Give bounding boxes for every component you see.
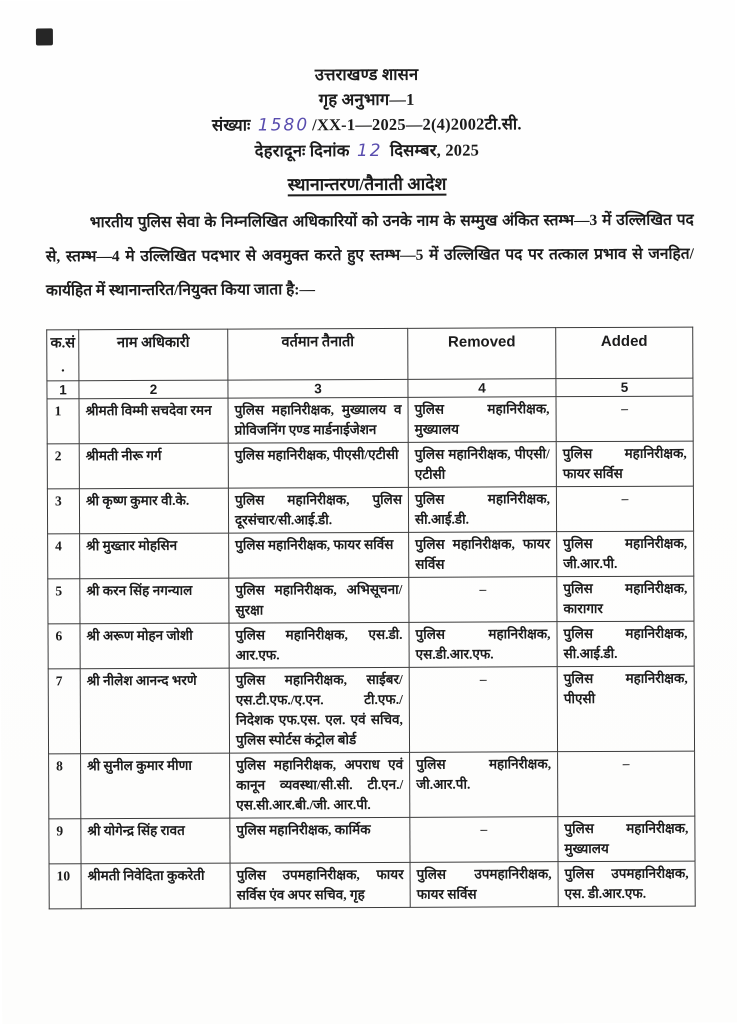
cell-officer-name: श्री सुनील कुमार मीणा xyxy=(81,753,230,819)
table-body xyxy=(47,396,695,909)
cell-removed-charge: पुलिस महानिरीक्षक, सी.आई.डी. xyxy=(408,487,556,533)
cell-officer-name: श्रीमती नीरू गर्ग xyxy=(79,443,228,489)
cell-current-posting: पुलिस महानिरीक्षक, मुख्यालय व प्रोविजनिंग एण्ड मार्डनाईजेशन xyxy=(228,397,408,443)
cell-serial-number: 5 xyxy=(48,579,80,624)
col-number-2: 2 xyxy=(79,380,228,399)
intro-paragraph: भारतीय पुलिस सेवा के निम्नलिखित अधिकारियों को उनके नाम के सम्मुख अंकित स्तम्भ—3 में उल्लिखित पद से, स्तम्भ—4 मे उल्लिखित पदभार से अवमुक्त करते हुए स्तम्भ—5 में उल्लिखित पद पर तत्काल प्रभाव से जनहित/कार्यहित में स्थानान्तरित/नियुक्त किया जाता है:— xyxy=(45,211,694,300)
table-row xyxy=(49,816,695,864)
cell-officer-name: श्री कृष्ण कुमार वी.के. xyxy=(79,488,228,534)
table-row xyxy=(49,751,695,819)
table-row xyxy=(48,531,694,579)
col-number-1: 1 xyxy=(47,381,79,399)
table-row xyxy=(47,396,693,444)
col-number-3: 3 xyxy=(228,379,408,398)
date-suffix: दिसम्बर, 2025 xyxy=(389,140,480,160)
cell-current-posting: पुलिस महानिरीक्षक, कार्मिक xyxy=(230,817,410,863)
cell-serial-number: 6 xyxy=(48,624,80,669)
cell-officer-name: श्री अरूण मोहन जोशी xyxy=(80,623,229,669)
col-header-current-posting: वर्तमान तैनाती xyxy=(228,328,408,380)
government-name: उत्तराखण्ड शासन xyxy=(314,64,419,85)
cell-officer-name: श्री मुख्तार मोहसिन xyxy=(80,533,229,579)
col-number-5: 5 xyxy=(556,378,693,397)
cell-current-posting: पुलिस महानिरीक्षक, एस.डी. आर.एफ. xyxy=(229,622,409,668)
cell-added-charge: पुलिस महानिरीक्षक, पीएसी xyxy=(557,666,694,752)
handwritten-date: 12 xyxy=(356,140,383,162)
number-label: संख्याः xyxy=(211,115,251,135)
cell-current-posting: पुलिस महानिरीक्षक, पुलिस दूरसंचार/सी.आई.डी. xyxy=(228,487,408,533)
cell-removed-charge: – xyxy=(410,817,558,863)
department-section: गृह अनुभाग—1 xyxy=(318,89,415,110)
cell-added-charge: पुलिस महानिरीक्षक, कारागार xyxy=(557,576,694,622)
col-header-added: Added xyxy=(556,327,693,379)
cell-current-posting: पुलिस महानिरीक्षक, अभिसूचना/सुरक्षा xyxy=(229,577,409,623)
table-header-row xyxy=(47,327,693,381)
cell-removed-charge: पुलिस महानिरीक्षक, एस.डी.आर.एफ. xyxy=(409,622,557,668)
place-date-line xyxy=(0,136,735,165)
cell-serial-number: 3 xyxy=(47,489,79,534)
cell-officer-name: श्री योगेन्द्र सिंह रावत xyxy=(81,818,230,864)
cell-serial-number: 7 xyxy=(48,669,80,754)
cell-current-posting: पुलिस उपमहानिरीक्षक, फायर सर्विस एंव अपर सचिव, गृह xyxy=(230,862,410,908)
table-row xyxy=(47,486,693,534)
cell-current-posting: पुलिस महानिरीक्षक, अपराध एवं कानून व्यवस्था/सी.सी. टी.एन./एस.सी.आर.बी./जी. आर.पी. xyxy=(230,752,410,818)
transfer-order-table xyxy=(46,327,696,910)
cell-serial-number: 9 xyxy=(49,819,81,864)
cell-added-charge: पुलिस महानिरीक्षक, सी.आई.डी. xyxy=(557,621,694,667)
cell-removed-charge: पुलिस महानिरीक्षक, फायर सर्विस xyxy=(409,532,557,578)
cell-serial-number: 8 xyxy=(49,754,81,819)
table-row xyxy=(48,621,694,669)
table-row xyxy=(48,576,694,624)
cell-removed-charge: पुलिस महानिरीक्षक, पीएसी/एटीसी xyxy=(408,442,556,488)
order-title: स्थानान्तरण/तैनाती आदेश xyxy=(287,173,447,195)
col-header-serial: क.सं. xyxy=(47,330,79,381)
cell-added-charge: पुलिस महानिरीक्षक, मुख्यालय xyxy=(558,816,695,862)
table-row xyxy=(48,666,694,754)
cell-removed-charge: पुलिस महानिरीक्षक, मुख्यालय xyxy=(408,397,556,443)
cell-current-posting: पुलिस महानिरीक्षक, फायर सर्विस xyxy=(229,532,409,578)
cell-added-charge: – xyxy=(558,751,695,817)
cell-officer-name: श्री करन सिंह नगन्याल xyxy=(80,578,229,624)
cell-removed-charge: पुलिस उपमहानिरीक्षक, फायर सर्विस xyxy=(410,862,558,908)
date-prefix: देहरादूनः दिनांक xyxy=(254,141,350,161)
cell-current-posting: पुलिस महानिरीक्षक, पीएसी/एटीसी xyxy=(228,442,408,488)
cell-added-charge: पुलिस महानिरीक्षक, फायर सर्विस xyxy=(556,441,693,487)
table-row xyxy=(47,441,693,489)
number-rest: /XX-1—2025—2(4)2002टी.सी. xyxy=(312,114,522,135)
cell-officer-name: श्री नीलेश आनन्द भरणे xyxy=(80,668,229,754)
cell-officer-name: श्रीमती विम्मी सचदेवा रमन xyxy=(79,398,228,444)
cell-current-posting: पुलिस महानिरीक्षक, साईबर/एस.टी.एफ./ए.एन. टी.एफ./निदेशक एफ.एस. एल. एवं सचिव, पुलिस स्पोर्टस कंट्रोल बोर्ड xyxy=(229,667,409,753)
document-header xyxy=(0,60,736,197)
cell-officer-name: श्रीमती निवेदिता कुकरेती xyxy=(81,863,230,909)
cell-removed-charge: – xyxy=(409,577,557,623)
cell-added-charge: – xyxy=(556,396,693,442)
cell-removed-charge: – xyxy=(409,667,557,753)
cell-removed-charge: पुलिस महानिरीक्षक, जी.आर.पी. xyxy=(410,752,558,818)
cell-serial-number: 2 xyxy=(47,444,79,489)
col-header-officer-name: नाम अधिकारी xyxy=(79,329,228,381)
letter-number-line xyxy=(0,110,735,139)
col-header-removed: Removed xyxy=(408,328,556,380)
cell-serial-number: 4 xyxy=(48,534,80,579)
col-number-4: 4 xyxy=(408,379,556,398)
handwritten-letter-number: 1580 xyxy=(257,115,310,136)
scan-artifact-mark xyxy=(36,28,53,45)
cell-added-charge: पुलिस महानिरीक्षक, जी.आर.पी. xyxy=(557,531,694,577)
cell-added-charge: – xyxy=(556,486,693,532)
cell-serial-number: 10 xyxy=(49,864,81,909)
table-row xyxy=(49,861,695,909)
cell-serial-number: 1 xyxy=(47,399,79,444)
cell-added-charge: पुलिस उपमहानिरीक्षक, एस. डी.आर.एफ. xyxy=(558,861,695,907)
